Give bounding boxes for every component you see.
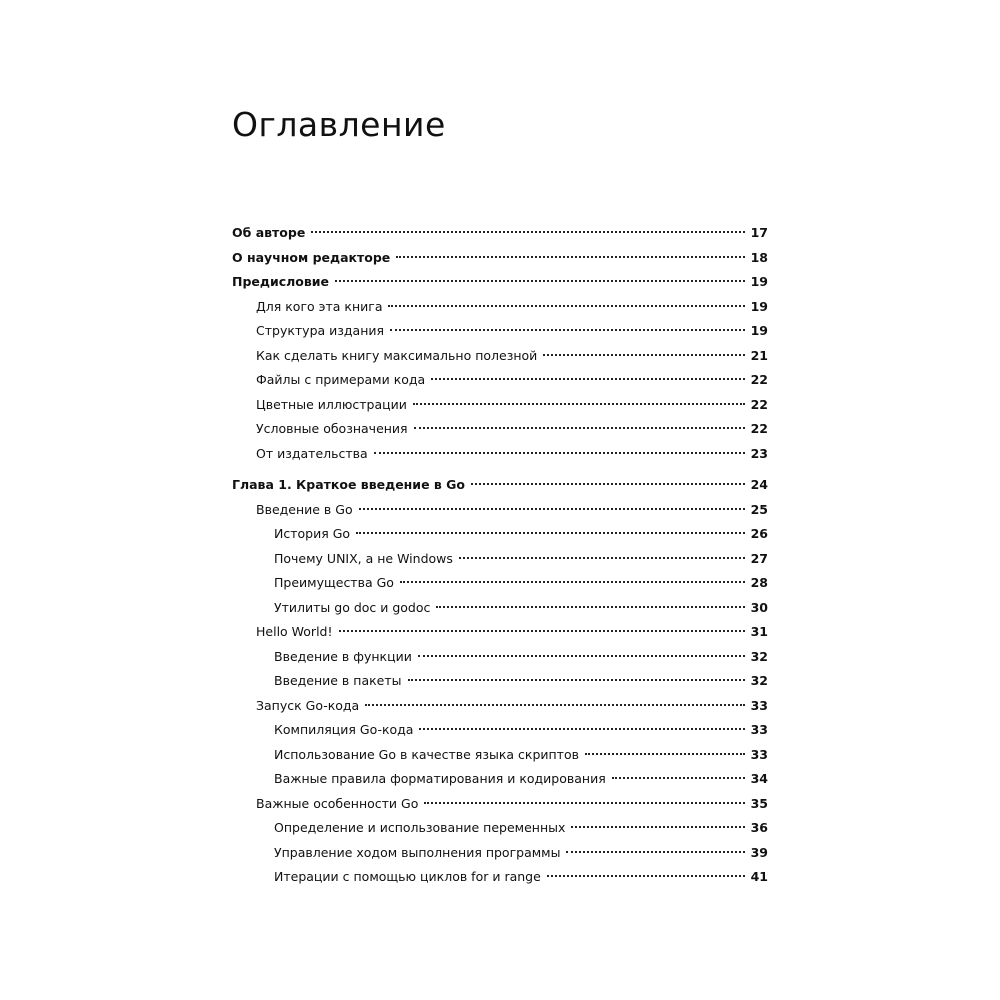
toc-page-number: 19 — [750, 298, 768, 314]
toc-dot-leader — [374, 452, 745, 454]
toc-page-number: 36 — [750, 820, 768, 835]
toc-dot-leader — [414, 427, 745, 429]
toc-page-number: 33 — [750, 722, 768, 737]
toc-entry-label: Структура издания — [256, 323, 385, 338]
toc-page-number: 39 — [750, 844, 768, 860]
toc-dot-leader — [418, 655, 745, 657]
toc-entry-hello-world[interactable] — [232, 620, 768, 645]
toc-entry-label: Утилиты go doc и godoc — [274, 599, 431, 615]
toc-entry-label: Итерации с помощью циклов for и range — [274, 869, 541, 884]
toc-entry-label: Важные правила форматирования и кодирования — [274, 771, 606, 786]
toc-dot-leader — [566, 851, 744, 853]
toc-page-number: 33 — [750, 746, 768, 762]
toc-page-number: 21 — [750, 347, 768, 363]
table-of-contents — [232, 221, 768, 890]
toc-entry-label: Введение в Go — [256, 501, 353, 517]
toc-dot-leader — [390, 329, 745, 331]
toc-entry-label: Об авторе — [232, 225, 306, 240]
toc-entry-intro-packages[interactable] — [232, 669, 768, 694]
toc-entry-label: Глава 1. Краткое введение в Go — [232, 477, 466, 492]
toc-entry-formatting-rules[interactable] — [232, 767, 768, 792]
toc-page-number: 41 — [750, 869, 768, 884]
toc-entry-label: Использование Go в качестве языка скриптов — [274, 746, 579, 762]
toc-entry-code-files[interactable] — [232, 368, 768, 393]
toc-entry-label: Определение и использование переменных — [274, 820, 566, 835]
toc-entry-color-illustrations[interactable] — [232, 393, 768, 418]
toc-dot-leader — [339, 630, 745, 632]
toc-entry-label: Как сделать книгу максимально полезной — [256, 347, 538, 363]
toc-entry-variables[interactable] — [232, 816, 768, 841]
toc-dot-leader — [571, 826, 744, 828]
toc-page-number: 22 — [750, 372, 768, 387]
toc-entry-label: Введение в пакеты — [274, 673, 402, 688]
toc-entry-preface[interactable] — [232, 270, 768, 295]
toc-entry-label: Запуск Go-кода — [256, 697, 360, 713]
toc-entry-label: Преимущества Go — [274, 575, 394, 590]
toc-entry-label: Почему UNIX, а не Windows — [274, 550, 453, 566]
toc-dot-leader — [612, 777, 745, 779]
toc-dot-leader — [408, 679, 745, 681]
toc-dot-leader — [356, 532, 745, 534]
toc-entry-conventions[interactable] — [232, 417, 768, 442]
toc-page-number: 30 — [750, 599, 768, 615]
toc-page-number: 28 — [750, 575, 768, 590]
page-title: Оглавление — [232, 105, 446, 144]
toc-page-number: 17 — [750, 225, 768, 240]
toc-page-number: 23 — [750, 445, 768, 461]
toc-dot-leader — [311, 231, 744, 233]
toc-entry-label: Цветные иллюстрации — [256, 396, 407, 412]
toc-entry-structure[interactable] — [232, 319, 768, 344]
toc-entry-about-author[interactable] — [232, 221, 768, 246]
toc-dot-leader — [424, 802, 744, 804]
toc-entry-compile-go-code[interactable] — [232, 718, 768, 743]
toc-dot-leader — [335, 280, 745, 282]
toc-entry-label: Компиляция Go-кода — [274, 722, 414, 737]
toc-entry-label: От издательства — [256, 445, 368, 461]
toc-dot-leader — [459, 557, 745, 559]
toc-entry-most-useful[interactable] — [232, 344, 768, 369]
toc-entry-go-scripting[interactable] — [232, 743, 768, 768]
toc-page-number: 19 — [750, 323, 768, 338]
toc-page-number: 26 — [750, 526, 768, 541]
toc-entry-about-editor[interactable] — [232, 246, 768, 271]
toc-entry-control-flow[interactable] — [232, 841, 768, 866]
toc-entry-go-features[interactable] — [232, 792, 768, 817]
toc-dot-leader — [359, 508, 745, 510]
toc-page-number: 19 — [750, 274, 768, 289]
toc-entry-label: Важные особенности Go — [256, 795, 419, 811]
toc-entry-run-go-code[interactable] — [232, 694, 768, 719]
toc-entry-intro-go[interactable] — [232, 498, 768, 523]
toc-page-number: 22 — [750, 421, 768, 436]
toc-page-number: 35 — [750, 795, 768, 811]
toc-dot-leader — [436, 606, 744, 608]
toc-page-number: 32 — [750, 673, 768, 688]
toc-page-number: 34 — [750, 771, 768, 786]
toc-page-number: 24 — [750, 477, 768, 492]
toc-page-number: 25 — [750, 501, 768, 517]
toc-entry-godoc-tools[interactable] — [232, 596, 768, 621]
toc-entry-label: Файлы с примерами кода — [256, 372, 426, 387]
toc-entry-loops[interactable] — [232, 865, 768, 890]
toc-entry-label: Условные обозначения — [256, 421, 408, 436]
toc-page-number: 33 — [750, 697, 768, 713]
toc-dot-leader — [413, 403, 745, 405]
toc-entry-label: История Go — [274, 526, 351, 541]
toc-entry-label: Управление ходом выполнения программы — [274, 844, 561, 860]
toc-entry-label: Предисловие — [232, 274, 330, 289]
toc-dot-leader — [547, 875, 745, 877]
toc-dot-leader — [419, 728, 744, 730]
toc-dot-leader — [471, 483, 745, 485]
toc-entry-audience[interactable] — [232, 295, 768, 320]
toc-page-number: 22 — [750, 396, 768, 412]
toc-entry-label: Hello World! — [256, 624, 333, 639]
toc-page-number: 32 — [750, 648, 768, 664]
toc-dot-leader — [400, 581, 745, 583]
toc-dot-leader — [585, 753, 745, 755]
toc-entry-go-advantages[interactable] — [232, 571, 768, 596]
toc-entry-publisher[interactable] — [232, 442, 768, 467]
toc-dot-leader — [365, 704, 744, 706]
toc-entry-why-unix[interactable] — [232, 547, 768, 572]
toc-entry-label: Для кого эта книга — [256, 298, 383, 314]
toc-entry-label: О научном редакторе — [232, 249, 391, 265]
toc-dot-leader — [396, 256, 744, 258]
toc-page-number: 18 — [750, 249, 768, 265]
toc-dot-leader — [388, 305, 744, 307]
toc-page-number: 27 — [750, 550, 768, 566]
toc-dot-leader — [543, 354, 744, 356]
toc-entry-intro-functions[interactable] — [232, 645, 768, 670]
toc-page-number: 31 — [750, 624, 768, 639]
toc-entry-label: Введение в функции — [274, 648, 412, 664]
toc-entry-chapter-1[interactable] — [232, 473, 768, 498]
toc-dot-leader — [431, 378, 744, 380]
toc-entry-go-history[interactable] — [232, 522, 768, 547]
